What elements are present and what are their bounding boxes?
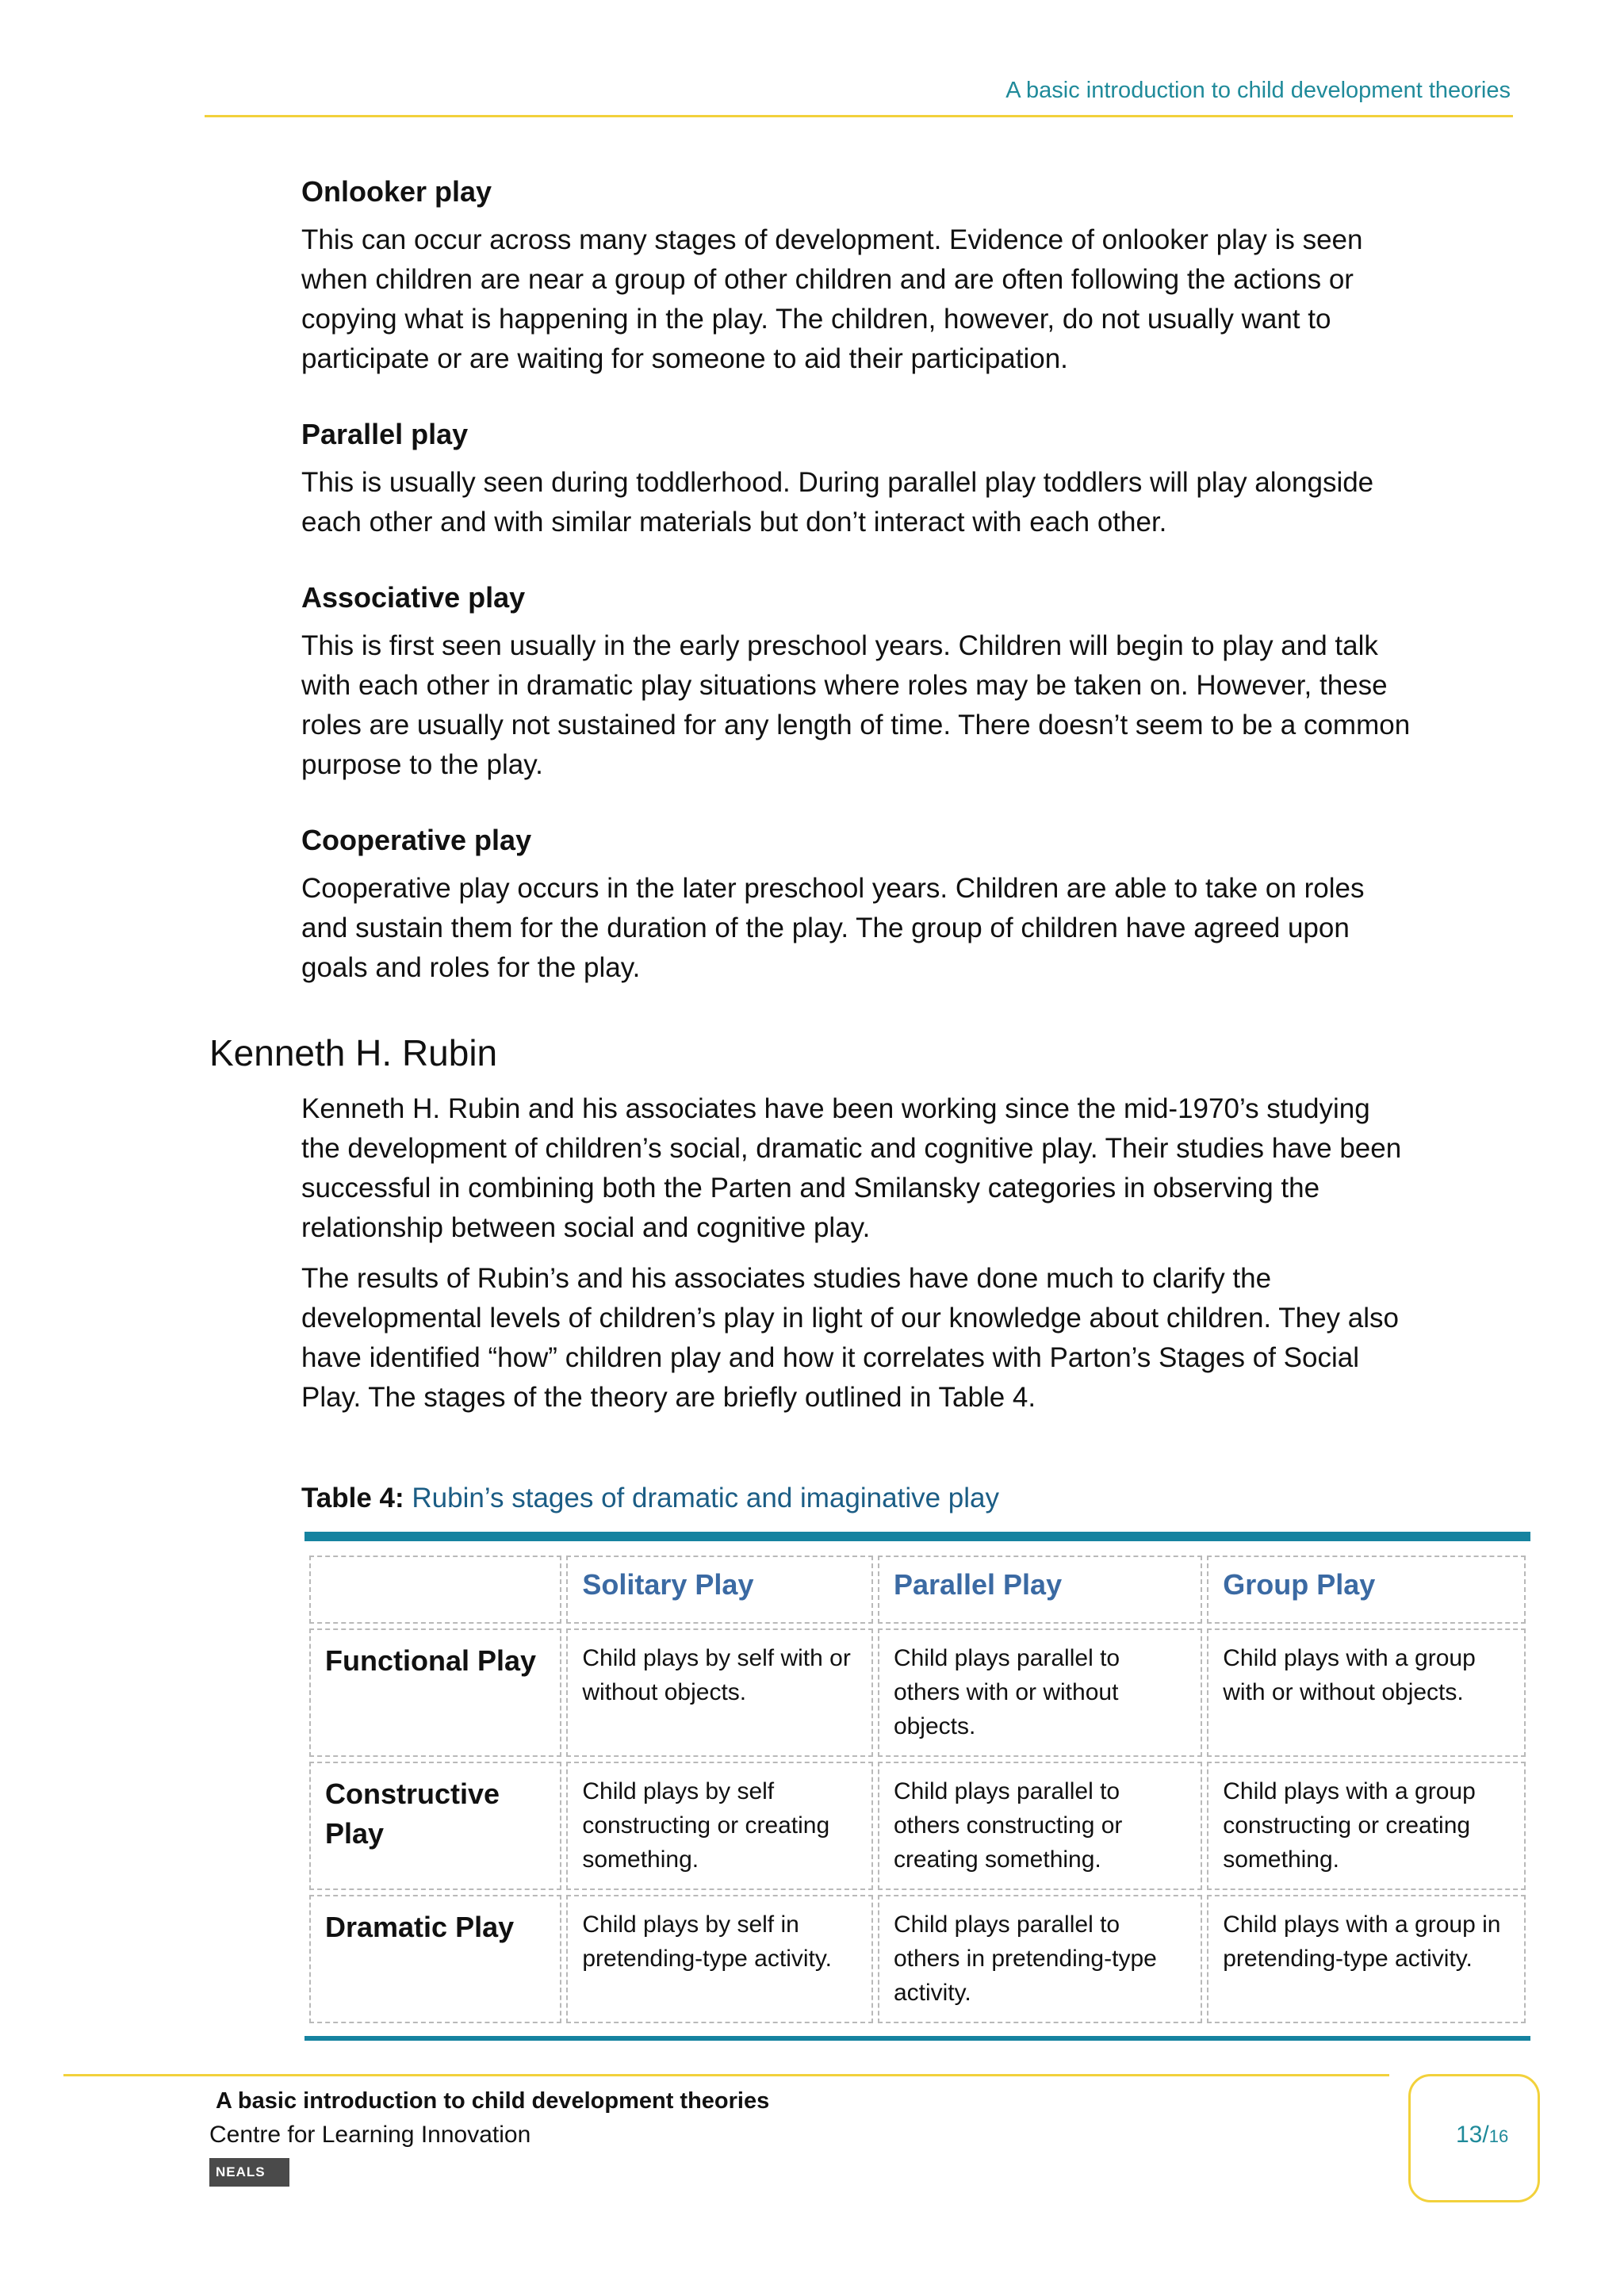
section-heading: Associative play [301,581,526,614]
section-body: This is first seen usually in the early preschool years. Children will begin to play and talk with each other in dramatic play situations where roles may be taken on. However, these roles are usually not sustained for any length of time. There doesn’t seem to be a common purpose to the play. [301,630,1411,780]
neals-logo [209,2158,289,2187]
row-header-functional: Functional Play [309,1628,561,1757]
table-cell: Child plays with a group with or without objects. [1207,1628,1526,1757]
section-onlooker [301,174,1411,379]
logo-crescent-icon [272,2158,289,2187]
column-header-parallel: Parallel Play [878,1556,1202,1624]
rubin-paragraph: Kenneth H. Rubin and his associates have been working since the mid-1970’s studying the development of children’s social, dramatic and cognitive play. Their studies have been successful in combining both the Parten and Smilansky categories in observing the relationship between social and cognitive play. [301,1093,1402,1243]
running-header-title: A basic introduction to child development theories [1005,78,1511,103]
table-grid [304,1551,1530,2028]
rubin-paragraph: The results of Rubin’s and his associates studies have done much to clarify the developmental levels of children’s play in light of our knowledge about children. They also have identified “how” children play and how it correlates with Parton’s Stages of Social Play. The stages of the theory are briefly outlined in Table 4. [301,1263,1399,1413]
table-cell: Child plays parallel to others constructing or creating something. [878,1762,1202,1890]
table-caption [301,1481,999,1516]
table-caption-text: Rubin’s stages of dramatic and imaginative play [412,1483,999,1513]
rubin-heading: Kenneth H. Rubin [209,1032,498,1073]
page-current: 13/ [1456,2122,1489,2148]
row-header-constructive: Constructive Play [309,1762,561,1890]
table-row [309,1628,1526,1757]
table-cell: Child plays by self constructing or creating something. [566,1762,873,1890]
page-total: 16 [1488,2126,1509,2146]
section-heading: Parallel play [301,418,469,450]
table-corner-cell [309,1556,561,1624]
page-number [1456,2122,1508,2149]
table-cell: Child plays by self with or without objects. [566,1628,873,1757]
section-parallel [301,417,1411,542]
footer-org: Centre for Learning Innovation [209,2122,531,2148]
section-heading: Onlooker play [301,175,492,208]
section-body: This can occur across many stages of development. Evidence of onlooker play is seen when children are near a group of other children and are often following the actions or copying what is happening in the play. The children, however, do not usually want to participate or are waiting for someone to aid their participation. [301,224,1363,374]
section-associative [301,580,1411,785]
footer-rule [63,2074,1389,2076]
play-sections [301,174,1411,1026]
footer-title: A basic introduction to child development theories [216,2088,770,2114]
table-header-row [309,1556,1526,1624]
logo-wordmark: NEALS [209,2158,272,2187]
section-body: Cooperative play occurs in the later preschool years. Children are able to take on roles and sustain them for the duration of the play. The group of children have agreed upon goals and roles for the play. [301,873,1365,983]
header-rule [205,115,1513,117]
table-cell: Child plays parallel to others in pretending-type activity. [878,1895,1202,2023]
rubin-text [301,1089,1411,1456]
column-header-solitary: Solitary Play [566,1556,873,1624]
section-heading: Cooperative play [301,824,532,856]
table-cell: Child plays with a group constructing or creating something. [1207,1762,1526,1890]
row-header-dramatic: Dramatic Play [309,1895,561,2023]
rubin-stages-table [304,1532,1530,2041]
table-cell: Child plays parallel to others with or without objects. [878,1628,1202,1757]
section-cooperative [301,823,1411,988]
table-cell: Child plays with a group in pretending-type activity. [1207,1895,1526,2023]
table-label: Table 4: [301,1483,404,1513]
table-row [309,1762,1526,1890]
table-cell: Child plays by self in pretending-type activity. [566,1895,873,2023]
section-body: This is usually seen during toddlerhood. During parallel play toddlers will play alongside each other and with similar materials but don’t interact with each other. [301,467,1374,538]
table-row [309,1895,1526,2023]
column-header-group: Group Play [1207,1556,1526,1624]
